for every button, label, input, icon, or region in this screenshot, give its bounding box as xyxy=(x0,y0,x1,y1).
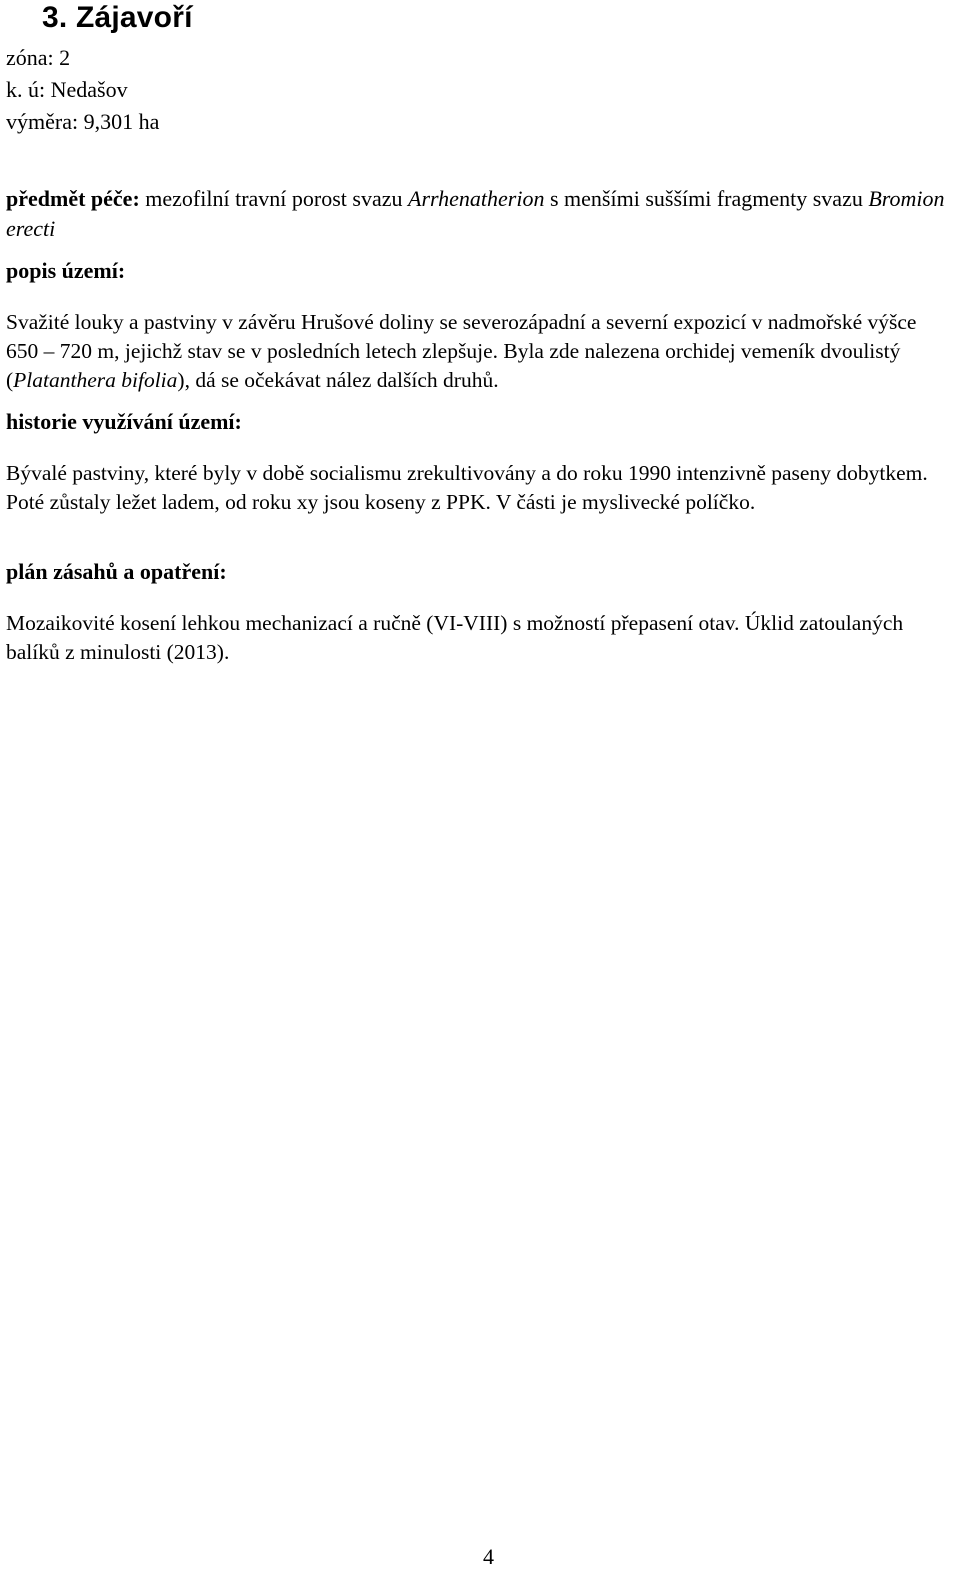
section-title: 3. Zájavoří xyxy=(42,1,193,34)
description-label: popis území: xyxy=(6,258,126,283)
care-subject-paragraph xyxy=(6,184,954,244)
plan-paragraph: Mozaikovité kosení lehkou mechanizací a ručně (VI-VIII) s možností přepasení otav. Úklid zatoulaných balíků z minulosti (2013). xyxy=(6,611,904,664)
description-taxon: Platanthera bifolia xyxy=(13,368,178,392)
cadastre-line: k. ú: Nedašov xyxy=(6,77,128,102)
history-paragraph: Bývalé pastviny, které byly v době socialismu zrekultivovány a do roku 1990 intenzivně paseny dobytkem. Poté zůstaly ležet ladem, od roku xy jsou koseny z PPK. V části je myslivecké políčko. xyxy=(6,461,928,514)
care-subject-text-1: mezofilní travní porost svazu xyxy=(139,186,408,211)
description-text-2: ), dá se očekávat nález dalších druhů. xyxy=(177,368,499,392)
document-page xyxy=(6,0,954,667)
page-number: 4 xyxy=(483,1544,494,1569)
care-subject-taxon-2: Bromion erecti xyxy=(6,186,945,241)
plan-label: plán zásahů a opatření: xyxy=(6,559,227,584)
care-subject-label: předmět péče: xyxy=(6,186,140,211)
history-heading xyxy=(6,407,954,437)
description-heading xyxy=(6,256,954,286)
zone-line: zóna: 2 xyxy=(6,45,71,70)
description-text-1: Svažité louky a pastviny v závěru Hrušové doliny se severozápadní a severní expozicí v nadmořské výšce 650 – 720 m, jejichž stav se v posledních letech zlepšuje. Byla zde nalezena orchidej vemeník dvoulistý ( xyxy=(6,310,917,392)
plan-heading xyxy=(6,557,954,587)
area-line: výměra: 9,301 ha xyxy=(6,109,160,134)
history-label: historie využívání území: xyxy=(6,409,242,434)
care-subject-taxon-1: Arrhenatherion xyxy=(408,186,545,211)
description-paragraph xyxy=(6,308,954,395)
care-subject-text-2: s menšími suššími fragmenty svazu xyxy=(544,186,869,211)
